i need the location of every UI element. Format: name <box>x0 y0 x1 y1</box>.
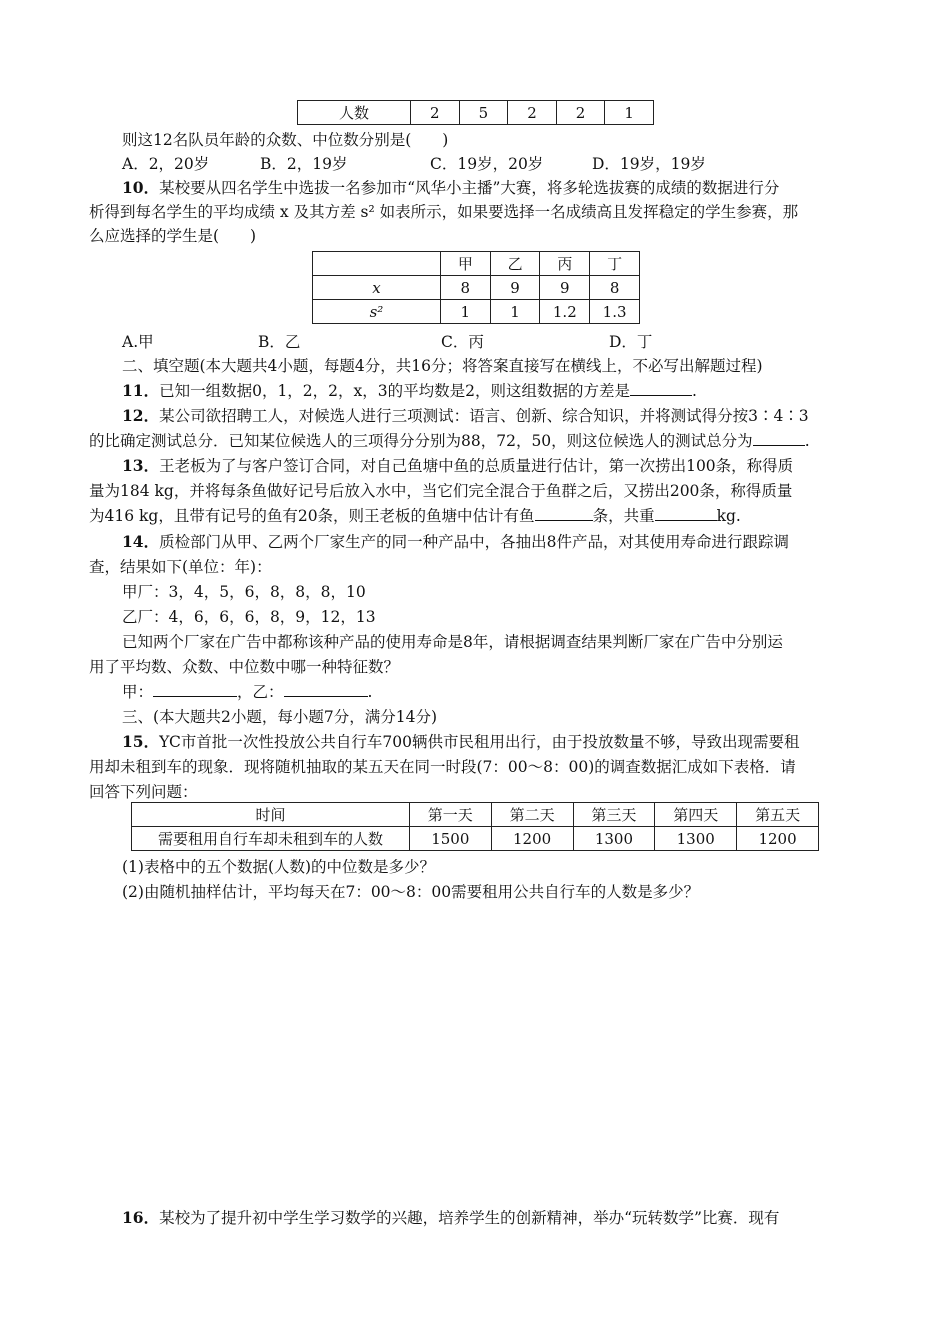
table-cell: 1.2 <box>540 300 590 324</box>
table-row <box>313 276 640 300</box>
q13-line3: 为416 kg，且带有记号的鱼有20条，则王老板的鱼塘中估计有鱼 条，共重 kg. <box>89 507 741 525</box>
q13-line2: 量为184 kg，并将每条鱼做好记号后放入水中，当它们完全混合于鱼群之后，又捞出200条，称得质量 <box>89 482 793 500</box>
q13-line1: 13．王老板为了与客户签订合同，对自己鱼塘中鱼的总质量进行估计，第一次捞出100条，称得质 <box>122 456 794 475</box>
q9-stem: 则这12名队员年龄的众数、中位数分别是( ) <box>122 131 449 149</box>
answer-blank[interactable] <box>535 505 593 521</box>
table-cell: 1300 <box>655 827 737 851</box>
q10-line1: 10．某校要从四名学生中选拔一名参加市“风华小主播”大赛，将多轮选拔赛的成绩的数据进行分 <box>122 178 780 197</box>
option-a: A.甲 <box>122 333 154 351</box>
table-cell: 1500 <box>409 827 491 851</box>
table-cell: 2 <box>556 101 605 125</box>
answer-blank[interactable] <box>284 681 368 697</box>
q15-line2: 用却未租到车的现象．现将随机抽取的某五天在同一时段(7：00～8：00)的调查数据汇成如下表格．请 <box>89 758 796 776</box>
q10-options <box>122 331 652 353</box>
q14-line2: 查，结果如下(单位：年)： <box>89 558 272 576</box>
answer-blank[interactable] <box>630 380 692 396</box>
table-cell: 1300 <box>573 827 655 851</box>
q14-line4: 乙厂：4，6，6，6，8，9，12，13 <box>122 608 376 626</box>
table-cell: 丙 <box>540 252 590 276</box>
q10-line3: 么应选择的学生是( ) <box>89 227 257 245</box>
option-d: D．丁 <box>609 333 653 351</box>
table-cell: 1 <box>490 300 540 324</box>
table-cell: 甲 <box>440 252 490 276</box>
table-cell: 第四天 <box>655 803 737 827</box>
table-cell: 需要租用自行车却未租到车的人数 <box>132 827 410 851</box>
table-cell: 乙 <box>490 252 540 276</box>
q15-sub2: (2)由随机抽样估计，平均每天在7：00～8：00需要租用公共自行车的人数是多少？ <box>122 883 700 901</box>
table-cell: 9 <box>540 276 590 300</box>
answer-blank[interactable] <box>655 505 717 521</box>
option-c: C．19岁，20岁 <box>430 155 544 173</box>
table-cell: 第三天 <box>573 803 655 827</box>
table-cell: 2 <box>410 101 459 125</box>
answer-blank[interactable] <box>753 430 805 446</box>
age-count-table <box>297 100 654 125</box>
q12-line2: 的比确定测试总分．已知某位候选人的三项得分分别为88，72，50，则这位候选人的测试总分为 . <box>89 432 810 450</box>
q15-line1: 15．YC市首批一次性投放公共自行车700辆供市民租用出行，由于投放数量不够，导致出现需要租 <box>122 732 800 751</box>
table-cell: 1 <box>605 101 654 125</box>
table-cell: 9 <box>490 276 540 300</box>
option-c: C．丙 <box>441 333 484 351</box>
option-a: A．2，20岁 <box>122 155 210 173</box>
q9-options <box>122 153 706 175</box>
table-cell: 第五天 <box>737 803 819 827</box>
q10-line2: 析得到每名学生的平均成绩 x 及其方差 s² 如表所示，如果要选择一名成绩高且发挥稳定的学生参赛，那 <box>89 203 799 221</box>
score-variance-table <box>312 251 640 324</box>
table-cell: 8 <box>590 276 640 300</box>
option-b: B．乙 <box>258 333 301 351</box>
bike-rental-table <box>131 802 819 851</box>
section-2-title: 二、填空题(本大题共4小题，每题4分，共16分；将答案直接写在横线上，不必写出解题过程) <box>122 357 763 375</box>
table-cell: 8 <box>440 276 490 300</box>
option-b: B．2，19岁 <box>260 155 348 173</box>
table-row <box>132 803 819 827</box>
table-cell: 人数 <box>298 101 411 125</box>
option-d: D．19岁，19岁 <box>592 155 706 173</box>
table-cell: 第一天 <box>409 803 491 827</box>
table-cell: 2 <box>508 101 557 125</box>
answer-blank[interactable] <box>153 681 237 697</box>
q14-answers: 甲： ，乙： . <box>122 683 373 701</box>
question-number: 10． <box>122 178 160 197</box>
table-cell: 丁 <box>590 252 640 276</box>
table-cell: 第二天 <box>491 803 573 827</box>
section-3-title: 三、(本大题共2小题，每小题7分，满分14分) <box>122 708 438 726</box>
table-cell: x <box>313 276 441 300</box>
table-row <box>298 101 654 125</box>
table-cell <box>313 252 441 276</box>
table-row <box>313 252 640 276</box>
q12-line1: 12．某公司欲招聘工人，对候选人进行三项测试：语言、创新、综合知识，并将测试得分按3∶4∶3 <box>122 406 809 425</box>
table-cell: 1.3 <box>590 300 640 324</box>
q14-line1: 14．质检部门从甲、乙两个厂家生产的同一种产品中，各抽出8件产品，对其使用寿命进行跟踪调 <box>122 532 789 551</box>
table-row <box>313 300 640 324</box>
table-cell: 1 <box>440 300 490 324</box>
table-row <box>132 827 819 851</box>
q11: 11．已知一组数据0，1，2，2，x，3的平均数是2，则这组数据的方差是 . <box>122 381 697 400</box>
q14-line3: 甲厂：3，4，5，6，8，8，8，10 <box>122 583 366 601</box>
table-cell: 1200 <box>737 827 819 851</box>
q15-line3: 回答下列问题： <box>89 783 198 801</box>
table-cell: s² <box>313 300 441 324</box>
q14-line5: 已知两个厂家在广告中都称该种产品的使用寿命是8年，请根据调查结果判断厂家在广告中分别运 <box>122 633 783 651</box>
table-cell: 5 <box>459 101 508 125</box>
table-cell: 1200 <box>491 827 573 851</box>
q15-sub1: (1)表格中的五个数据(人数)的中位数是多少？ <box>122 858 436 876</box>
q14-line6: 用了平均数、众数、中位数中哪一种特征数？ <box>89 658 400 676</box>
q16-line1: 16．某校为了提升初中学生学习数学的兴趣，培养学生的创新精神，举办“玩转数学”比赛．现有 <box>122 1208 780 1227</box>
table-cell: 时间 <box>132 803 410 827</box>
